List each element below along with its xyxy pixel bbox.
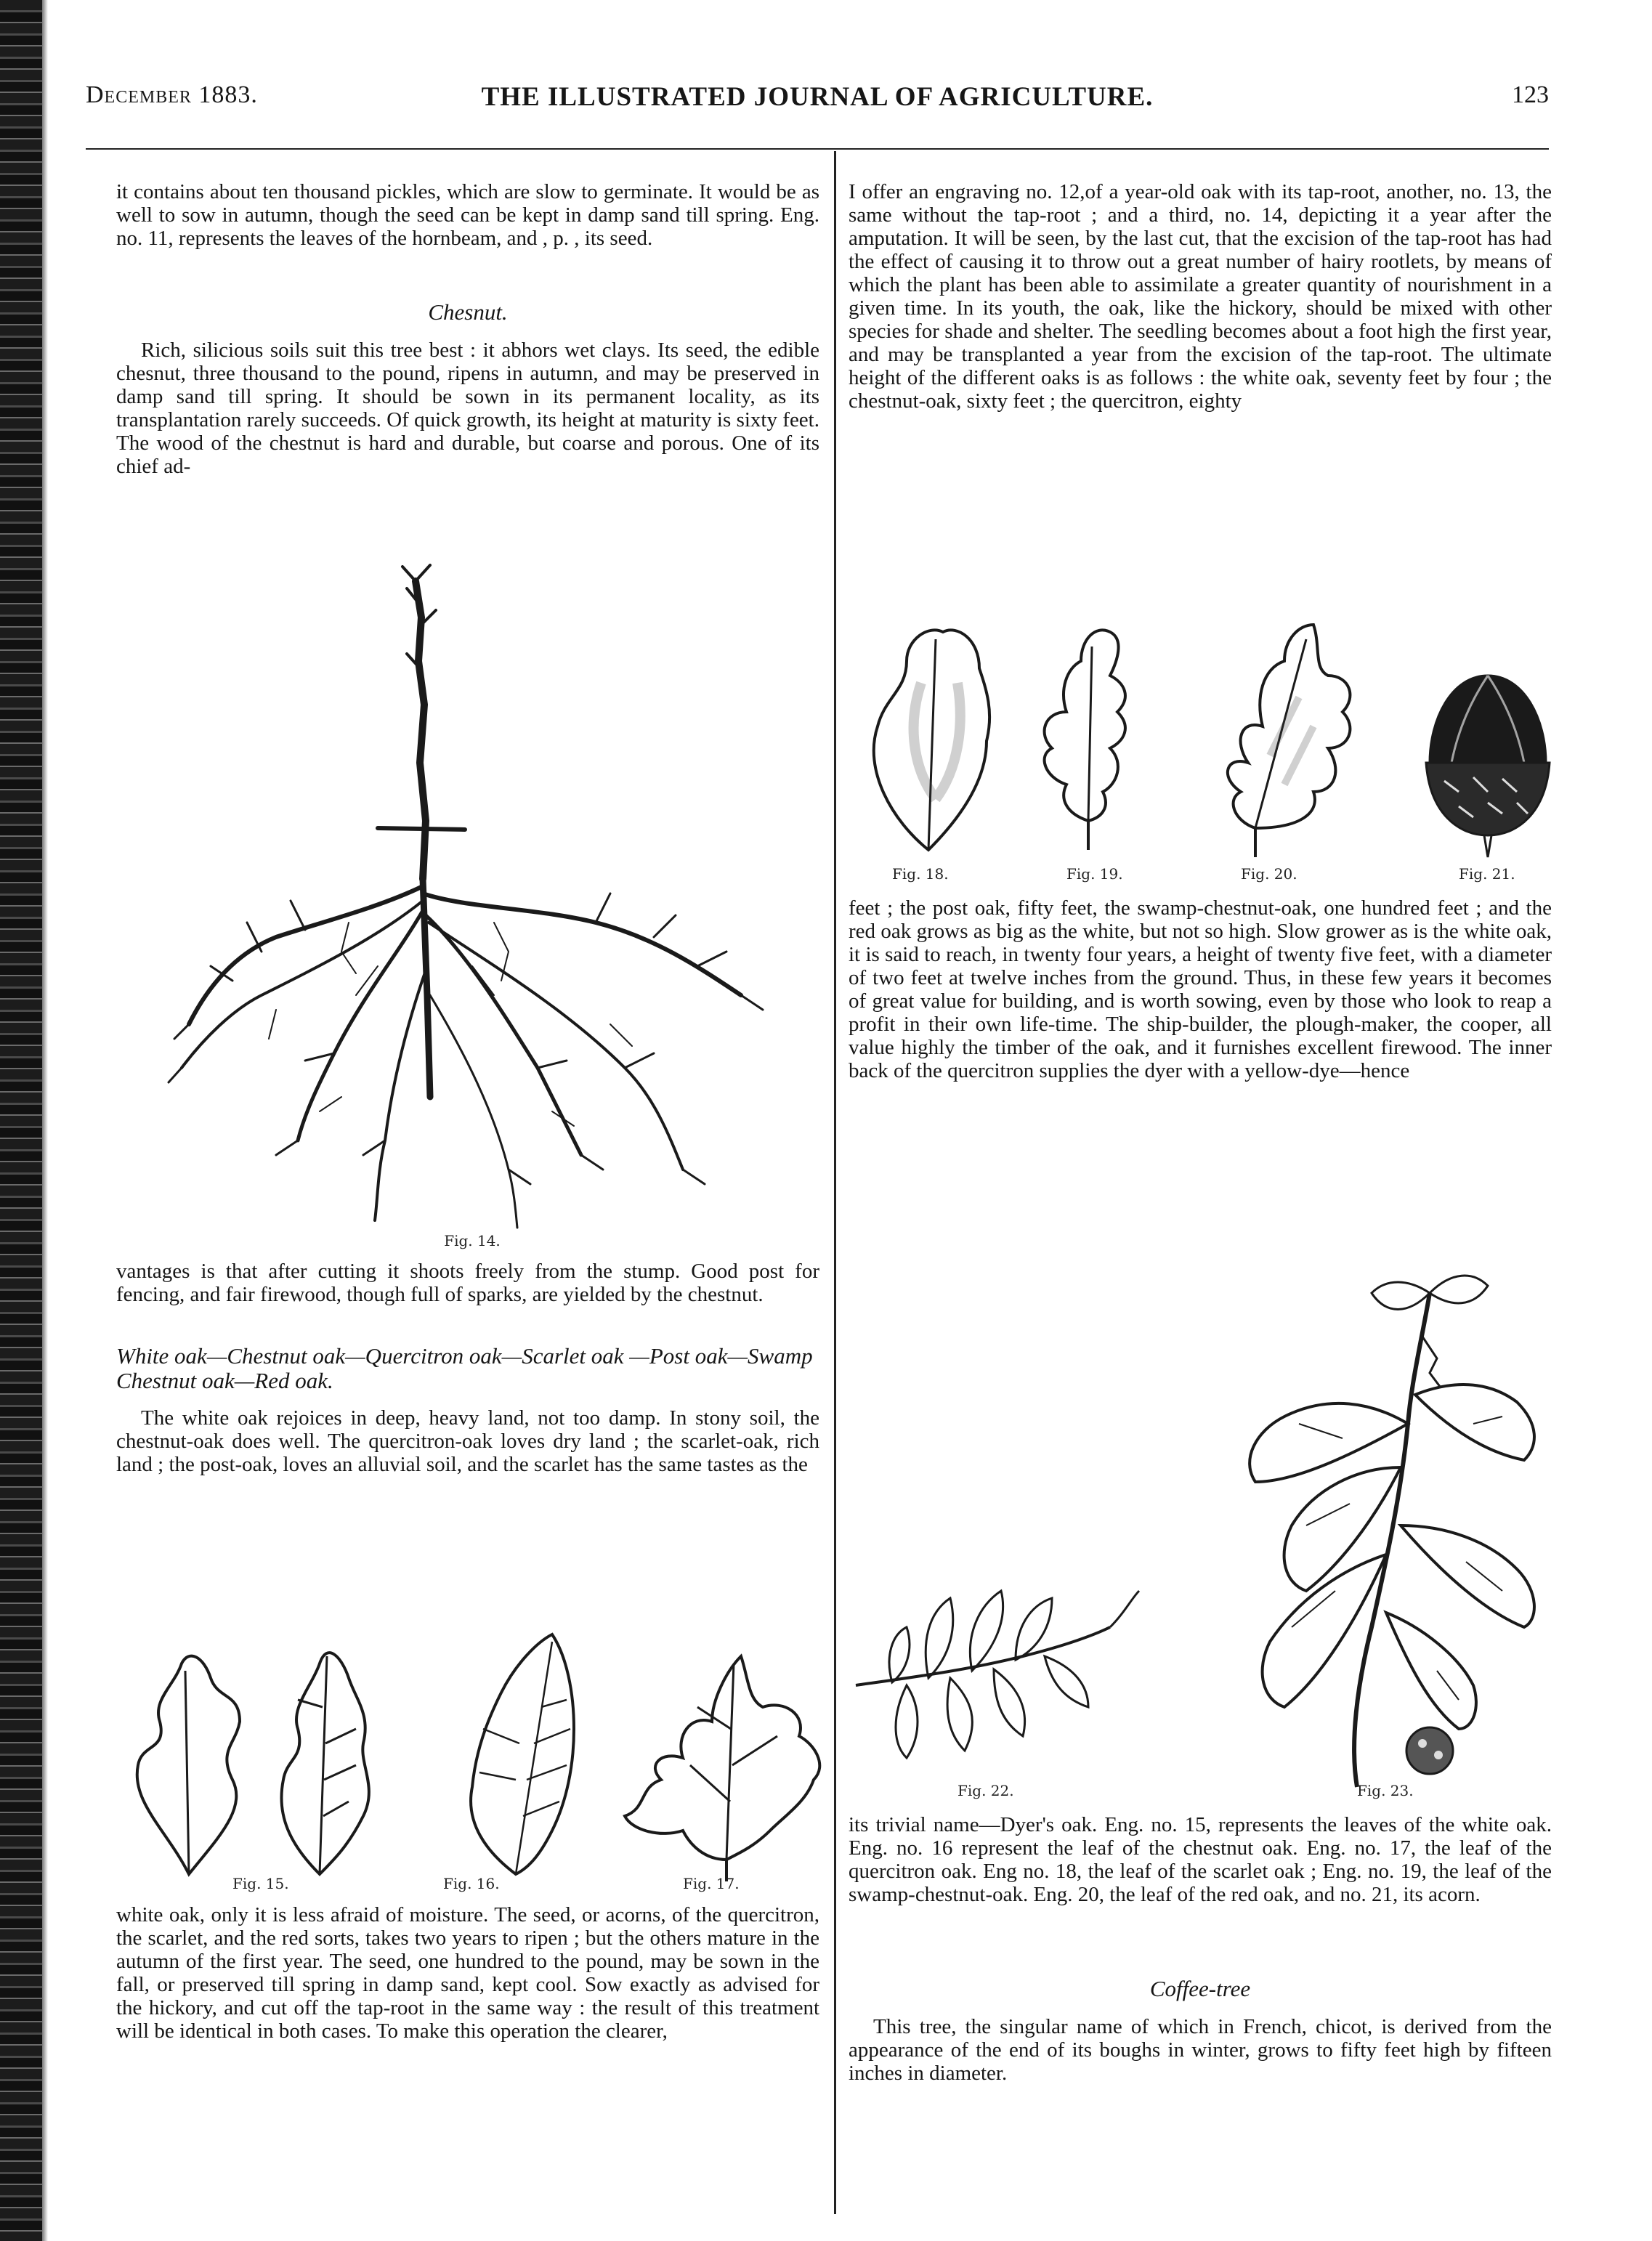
right-paragraph-3: its trivial name—Dyer's oak. Eng. no. 15, represents the leaves of the white oak. Eng. no. 16 represent the leaf of the chestnut oak. Eng. no. 17, the leaf of the quercitron oak. Eng no. 18, the leaf of the scarlet oak ; Eng. no. 19, the leaf of the swamp-chestnut-oak. Eng. 20, the leaf of the red oak, and no. 21, its acorn. xyxy=(849,1813,1552,1906)
journal-title: THE ILLUSTRATED JOURNAL OF AGRICULTURE. xyxy=(481,82,1154,112)
figure-14-oak-seedling-roots xyxy=(160,559,785,1249)
coffee-tree-heading: Coffee-tree xyxy=(1149,1976,1251,2001)
fig14-caption: Fig. 14. xyxy=(444,1232,501,1249)
fig22-caption: Fig. 22. xyxy=(957,1782,1014,1799)
left-paragraph-4: The white oak rejoices in deep, heavy land, not too damp. In stony soil, the chestnut-oak does well. The quercitron-oak loves dry land ; the scarlet-oak, rich land ; the post-oak, loves an alluvial soil, and the scarlet has the same tastes as the xyxy=(116,1406,819,1476)
left-paragraph-1: it contains about ten thousand pickles, which are slow to germinate. It would be as well to sow in autumn, though the seed can be kept in damp sand till spring. Eng. no. 11, represents the leaves of the hornbeam, and , p. , its seed. xyxy=(116,180,819,250)
page-number: 123 xyxy=(1512,81,1549,108)
header-date: December 1883. xyxy=(86,81,258,108)
left-paragraph-5: white oak, only it is less afraid of moisture. The seed, or acorns, of the quercitron, the scarlet, and the red sorts, takes two years to ripen ; but the others mature in the autumn of the first year. The seed, one hundred to the pound, may be sown in the fall, or preserved till spring in damp sand, kept cool. Sow exactly as advised for the hickory, and cut off the tap-root in the same way : the result of this treatment will be identical in both cases. To make this operation the clearer, xyxy=(116,1903,819,2043)
figures-22-23-branches xyxy=(849,1249,1552,1802)
right-paragraph-2: feet ; the post oak, fifty feet, the swamp-chestnut-oak, one hundred feet ; and the red oak grows as big as the white, but not so high. Slow grower as is the white oak, it is said to reach, in twenty four years, a height of twenty five feet, with a diameter of two feet at twelve inches from the ground. Thus, in these few years it becomes of great value for building, and is worth sowing, even by those who look to reap a profit in their own life-time. The ship-builder, the plough-maker, the cooper, all value highly the timber of the oak, and it furnishes excellent firewood. The inner back of the quercitron supplies the dyer with a yellow-dye—hence xyxy=(849,896,1552,1082)
running-header xyxy=(86,81,1549,118)
book-spine-edge xyxy=(0,0,42,2241)
fig18-caption: Fig. 18. xyxy=(892,865,949,883)
figures-15-17-leaves xyxy=(109,1598,835,1896)
seedling-roots-illustration xyxy=(160,559,785,1249)
fig16-caption: Fig. 16. xyxy=(443,1875,500,1892)
left-paragraph-2: Rich, silicious soils suit this tree best : it abhors wet clays. Its seed, the edible chesnut, three thousand to the pound, ripens in autumn, and may be preserved in damp sand till spring. It should be sown in its permanent locality, as its transplantation rarely succeeds. Of quick growth, its height at maturity is sixty feet. The wood of the chestnut is hard and durable, but coarse and porous. One of its chief ad- xyxy=(116,339,819,478)
left-paragraph-3: vantages is that after cutting it shoots freely from the stump. Good post for fencing, and fair firewood, though full of sparks, are yielded by the chestnut. xyxy=(116,1260,819,1306)
chesnut-heading: Chesnut. xyxy=(428,299,508,325)
right-paragraph-1: I offer an engraving no. 12,of a year-old oak with its tap-root, another, no. 13, the same without the tap-root ; and a third, no. 14, depicting it a year after the amputation. It will be seen, by the last cut, that the excision of the tap-root has had the effect of causing it to throw out a great number of hairy rootlets, by means of which the plant has been able to assimilate a greater quantity of nourishment in a given time. In its youth, the oak, like the hickory, should be mixed with other species for shade and shelter. The seedling becomes about a foot high the first year, and may be transplanted a year from the excision of the tap-root. The ultimate height of the different oaks is as follows : the white oak, seventy feet by four ; the chestnut-oak, sixty feet ; the quercitron, eighty xyxy=(849,180,1552,413)
fig23-caption: Fig. 23. xyxy=(1357,1782,1414,1799)
column-divider xyxy=(834,151,836,2214)
fig19-caption: Fig. 19. xyxy=(1066,865,1123,883)
right-paragraph-4: This tree, the singular name of which in French, chicot, is derived from the appearance of the end of its boughs in winter, grows to fifty feet high by fifteen inches in diameter. xyxy=(849,2015,1552,2085)
oak-branches-22-23 xyxy=(849,1249,1552,1802)
figures-18-21-leaves-acorn xyxy=(849,581,1552,886)
fig15-caption: Fig. 15. xyxy=(232,1875,289,1892)
oak-leaves-15-17 xyxy=(109,1598,835,1896)
fig17-caption: Fig. 17. xyxy=(683,1875,740,1892)
fig20-caption: Fig. 20. xyxy=(1241,865,1297,883)
header-rule xyxy=(86,148,1549,150)
oak-species-heading: White oak—Chestnut oak—Quercitron oak—Scarlet oak —Post oak—Swamp Chestnut oak—Red oak. xyxy=(116,1343,813,1393)
oak-leaves-18-21 xyxy=(849,581,1552,886)
spine-shadow xyxy=(42,0,48,2241)
fig21-caption: Fig. 21. xyxy=(1459,865,1515,883)
